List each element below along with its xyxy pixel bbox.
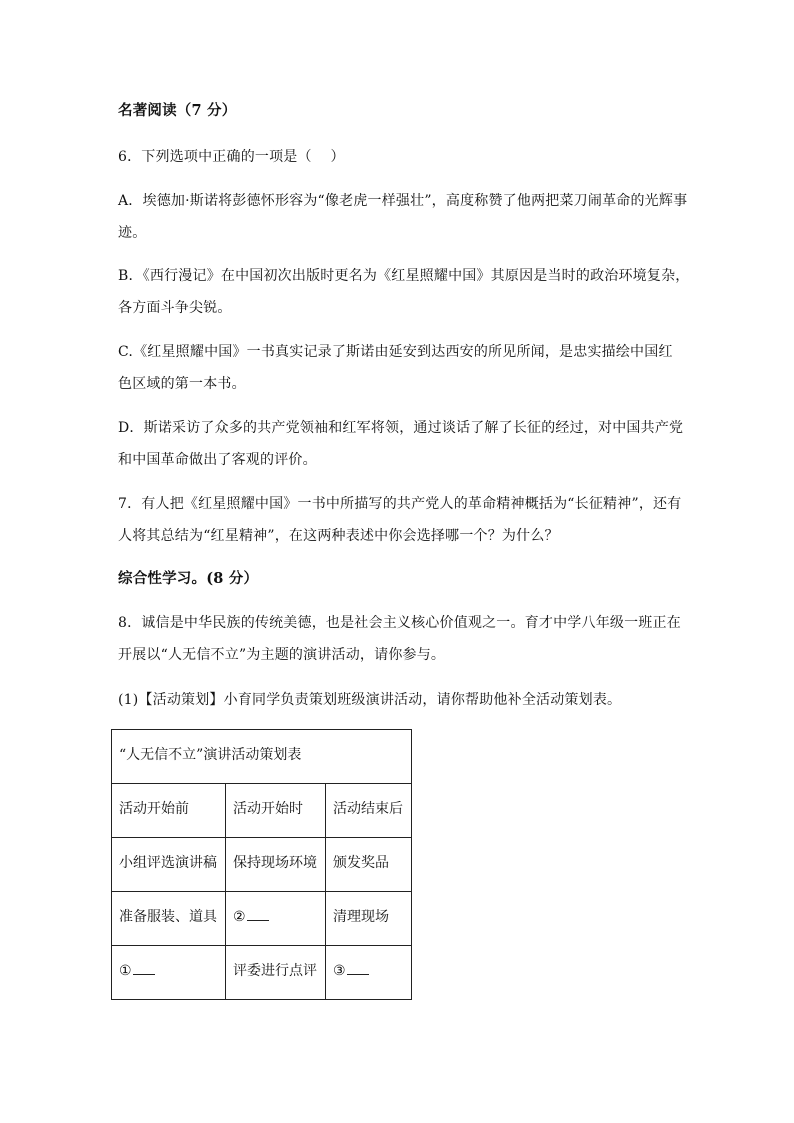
question-6-option-b-line1: B．《西行漫记》在中国初次出版时更名为《红星照耀中国》其原因是当时的政治环境复杂， [118, 268, 690, 284]
question-7-line1: 7．有人把《红星照耀中国》一书中所描写的共产党人的革命精神概括为“长征精神”，还有 [118, 496, 682, 512]
table-cell-blank-3 [326, 946, 412, 1000]
blank-marker: ③ [333, 963, 346, 979]
question-6-option-d-line2: 和中国革命做出了客观的评价。 [118, 452, 317, 468]
question-6-option-d-line1: D．斯诺采访了众多的共产党领袖和红军将领，通过谈话了解了长征的经过，对中国共产党 [118, 420, 684, 436]
table-title-row [112, 730, 412, 784]
table-header-cell: 活动结束后 [326, 784, 412, 838]
question-6-option-b-line2: 各方面斗争尖锐。 [118, 300, 232, 316]
blank-marker: ① [119, 963, 132, 979]
question-6-option-c-line1: C.《红星照耀中国》一书真实记录了斯诺由延安到达西安的所见所闻，是忠实描绘中国红 [118, 344, 673, 360]
table-cell: 小组评选演讲稿 [112, 838, 226, 892]
table-row [112, 946, 412, 1000]
table-header-cell: 活动开始时 [226, 784, 326, 838]
section-title-comprehensive-study: 综合性学习。(8 分） [118, 570, 259, 587]
table-cell: 清理现场 [326, 892, 412, 946]
table-header-row [112, 784, 412, 838]
table-cell: 保持现场环境 [226, 838, 326, 892]
table-header-cell: 活动开始前 [112, 784, 226, 838]
table-row [112, 892, 412, 946]
activity-plan-table [111, 729, 412, 1000]
question-8-line2: 开展以“人无信不立”为主题的演讲活动，请你参与。 [118, 647, 446, 663]
question-6-option-a-line1: A．埃德加·斯诺将彭德怀形容为“像老虎一样强壮”，高度称赞了他两把菜刀闹革命的光辉事 [118, 193, 688, 209]
table-cell: 准备服装、道具 [112, 892, 226, 946]
table-title: “人无信不立”演讲活动策划表 [112, 730, 412, 784]
answer-blank-line [347, 960, 369, 975]
question-6-option-c-line2: 色区域的第一本书。 [118, 376, 246, 392]
question-8-sub1: (1)【活动策划】小育同学负责策划班级演讲活动，请你帮助他补全活动策划表。 [118, 692, 622, 708]
table-row [112, 838, 412, 892]
question-6-stem: 6．下列选项中正确的一项是（ ） [118, 149, 345, 165]
question-7-line2: 人将其总结为“红星精神”，在这两种表述中你会选择哪一个？为什么？ [118, 528, 559, 544]
answer-blank-line [247, 906, 269, 921]
table-cell: 颁发奖品 [326, 838, 412, 892]
blank-marker: ② [233, 909, 246, 925]
table-cell-blank-2 [226, 892, 326, 946]
table-cell-blank-1 [112, 946, 226, 1000]
table-cell: 评委进行点评 [226, 946, 326, 1000]
answer-blank-line [133, 960, 155, 975]
question-8-line1: 8．诚信是中华民族的传统美德，也是社会主义核心价值观之一。育才中学八年级一班正在 [118, 615, 681, 631]
section-title-classics-reading: 名著阅读（7 分） [118, 102, 237, 119]
question-6-option-a-line2: 迹。 [118, 225, 147, 241]
